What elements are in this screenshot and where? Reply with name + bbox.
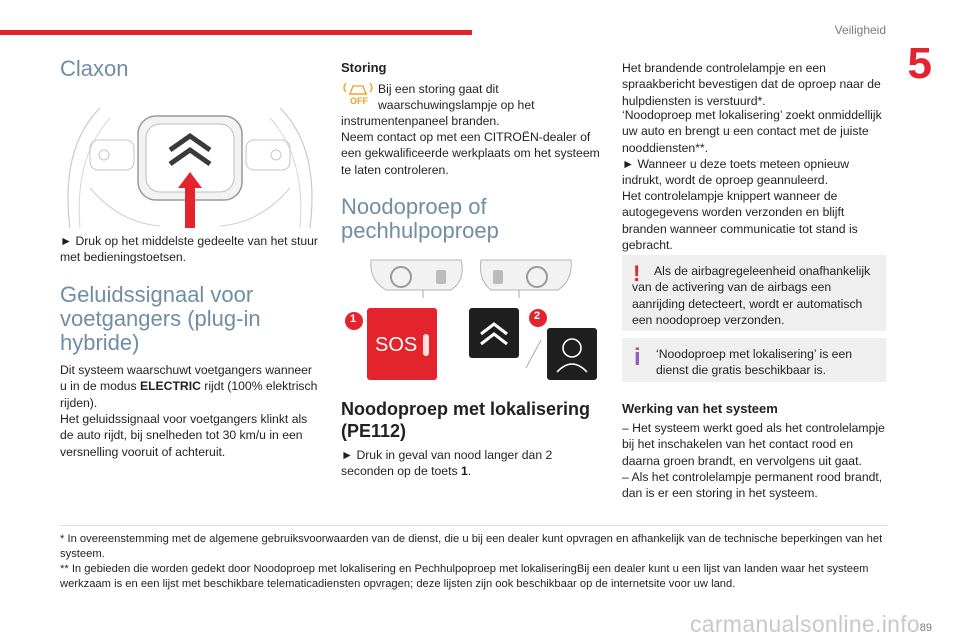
- right-paragraph-4: Het controlelampje knippert wanneer de autogegevens worden verzonden en blijft branden wanneer communicatie tot stand is gebracht.: [622, 189, 858, 252]
- heading-claxon: Claxon: [60, 56, 129, 81]
- exclamation-icon: !: [633, 261, 641, 286]
- werking-item-2: – Als het controlelampje permanent rood brandt, dan is er een storing in het systeem.: [622, 470, 883, 501]
- werking-item-1: – Het systeem werkt goed als het controlelampje bij het inschakelen van het contact rood en daarna groen brandt, en vervolgens uit gaat.: [622, 421, 885, 468]
- warning-note-box: [622, 255, 886, 331]
- watermark: carmanualsonline.info: [689, 611, 920, 637]
- footnote-1: * In overeenstemming met de algemene gebruiksvoorwaarden van de dienst, die u bij een dealer kunt opvragen en afhankelijk van de technische beperkingen van het systeem.: [60, 533, 883, 560]
- header-accent-bar: [0, 30, 472, 35]
- chapter-number: 5: [907, 39, 932, 88]
- right-paragraph-1: Het brandende controlelampje en een spraakbericht bevestigen dat de oproep naar de hulpdiensten is verstuurd*.: [622, 61, 881, 108]
- footnote-2: ** In gebieden die worden gedekt door Noodoproep met lokalisering en Pechhulpoproep met lokaliseringBij een dealer kunt u een lijst van landen waar het systeem werkzaam is en een lijst met beschikbare telematicadiensten opvragen; deze lijsten zijn ook beschikbaar op de internetsite voor uw land.: [60, 563, 869, 590]
- badge-2: 2: [534, 310, 541, 322]
- right-paragraph-3: ► Wanneer u deze toets meteen opnieuw indrukt, wordt de oproep geannuleerd.: [622, 157, 850, 188]
- badge-1: 1: [350, 313, 357, 325]
- storing-contact-text: Neem contact op met een CITROËN-dealer of een gekwalificeerde werkplaats om het systeem te laten controleren.: [341, 130, 600, 177]
- emergency-buttons-illustration: [341, 250, 606, 385]
- heading-storing: Storing: [341, 60, 387, 75]
- heading-werking: Werking van het systeem: [622, 401, 778, 416]
- heading-noodoproep: Noodoproep of pechhulpoproep: [341, 194, 499, 243]
- mode-electric: ELECTRIC: [139, 379, 201, 394]
- pe112-instruction: ► Druk in geval van nood langer dan 2 seconden op de toets 1.: [341, 448, 553, 479]
- info-note-box: [622, 338, 886, 382]
- footnotes: [60, 525, 888, 592]
- claxon-instruction: ► Druk op het middelste gedeelte van het stuur met bedieningstoetsen.: [60, 234, 318, 265]
- info-icon: i: [634, 344, 641, 371]
- right-paragraph-2: ‘Noodoproep met lokalisering’ zoekt onmiddellijk uw auto en brengt u een contact met de juiste nooddiensten**.: [622, 108, 882, 155]
- warning-note-text: Als de airbagregeleenheid onafhankelijk van de activering van de airbags een aanrijding detecteert, wordt er automatisch een noodoproep verzonden.: [632, 264, 871, 327]
- lamp-off-label: OFF: [350, 96, 368, 106]
- storing-text-part-2: instrumentenpaneel branden.: [341, 114, 500, 128]
- page-number: 89: [919, 622, 932, 634]
- button-ref-1: 1: [460, 464, 468, 479]
- pedestrian-warning-lamp-icon: [341, 80, 375, 108]
- steering-wheel-icon: [60, 88, 320, 230]
- ceiling-console-icon: [341, 250, 606, 385]
- storing-text-part-1: Bij een storing gaat dit waarschuwingslampje op het: [378, 82, 535, 113]
- info-note-text: ‘Noodoproep met lokalisering’ is een dienst die gratis beschikbaar is.: [656, 347, 853, 378]
- sos-button-label: SOS: [375, 334, 418, 356]
- steering-wheel-illustration: [60, 88, 320, 230]
- heading-pe112: Noodoproep met lokalisering (PE112): [341, 399, 591, 441]
- geluid-paragraph-1: Dit systeem waarschuwt voetgangers wanneer u in de modus ELECTRIC rijdt (100% elektrisch rijden).: [60, 363, 318, 410]
- geluid-paragraph-2: Het geluidssignaal voor voetgangers klinkt als de auto rijdt, bij snelheden tot 30 km/u in een versnelling vooruit of achteruit.: [60, 412, 308, 459]
- heading-geluidssignaal: Geluidssignaal voor voetgangers (plug-in hybride): [60, 282, 261, 355]
- section-title: Veiligheid: [834, 23, 886, 37]
